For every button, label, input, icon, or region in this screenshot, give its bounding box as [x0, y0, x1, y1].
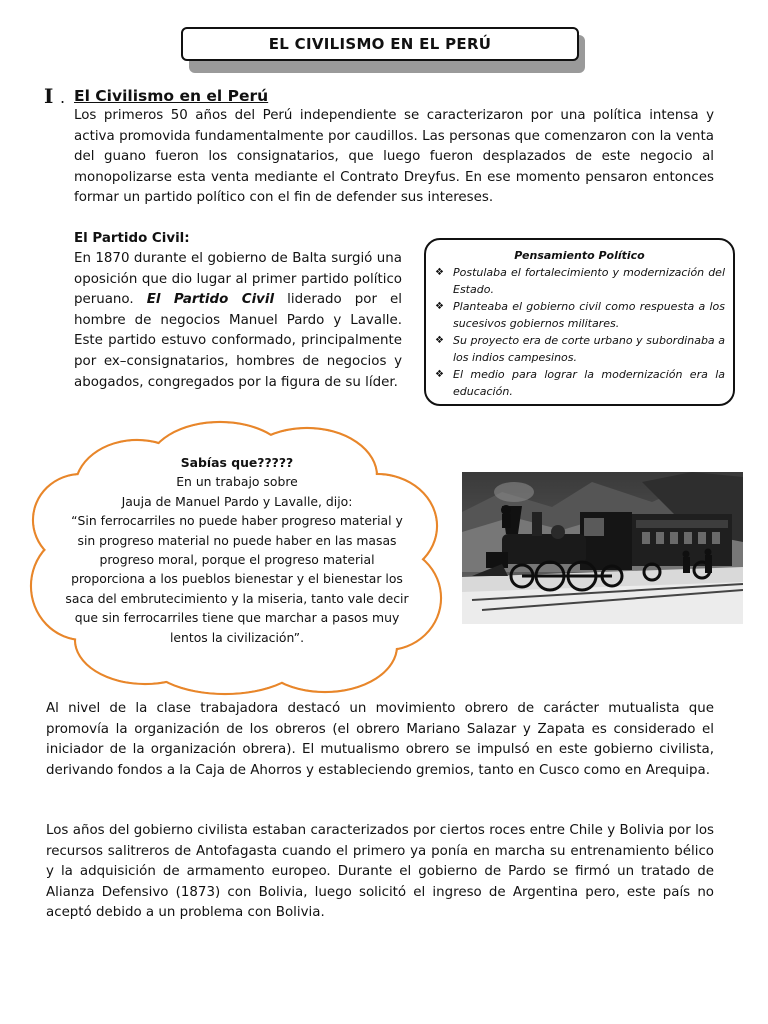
- partido-civil-heading: El Partido Civil:: [74, 231, 190, 246]
- section-title: El Civilismo en el Perú: [74, 87, 269, 105]
- sabias-que-title: Sabías que?????: [180, 455, 294, 470]
- intro-paragraph: Los primeros 50 años del Perú independiente se caracterizaron por una política intensa y activa promovida fundamentalmente por caudillos. Las personas que comenzaron con la venta del guano fueron los consignatarios, que luego fueron desplazados de este negocio al monopolizarse esta venta mediante el Contrato Dreyfus. En ese momento pensaron entonces formar un partido político con el fin de defender sus intereses.: [74, 108, 714, 206]
- diamond-bullet-icon: ❖: [435, 301, 444, 312]
- sabias-que-text: [62, 453, 412, 647]
- sabias-quote: “Sin ferrocarriles no puede haber progreso material y sin progreso material no puede haber en las masas progreso moral, porque el progreso material proporciona a los pueblos bienestar y el bienestar los saca del embrutecimiento y la miseria, tanto vale decir que sin ferrocarriles tiene que marchar a pasos muy lentos la civilización”.: [65, 513, 409, 645]
- list-item: ❖ Postulaba el fortalecimiento y modernización del Estado.: [435, 266, 725, 296]
- section-number-dot: .: [60, 88, 66, 107]
- partido-civil-paragraph: [74, 249, 402, 393]
- diamond-bullet-icon: ❖: [435, 335, 444, 346]
- title-box: [181, 27, 579, 61]
- diamond-bullet-icon: ❖: [435, 267, 444, 278]
- page-title: EL CIVILISMO EN EL PERÚ: [268, 35, 492, 53]
- sabias-line-1: En un trabajo sobre: [176, 474, 298, 490]
- pensamiento-title: Pensamiento Político: [514, 249, 645, 262]
- pensamiento-politico-box: [424, 238, 735, 406]
- diamond-bullet-icon: ❖: [435, 369, 444, 380]
- list-item: ❖ Planteaba el gobierno civil como respuesta a los sucesivos gobiernos militares.: [435, 300, 725, 330]
- pensamiento-list: [434, 264, 725, 400]
- paragraph-chile-bolivia: Los años del gobierno civilista estaban caracterizados por ciertos roces entre Chile y Bolivia por los recursos salitreros de Antofagasta cuando el primero ya ponía en marcha su entrenamiento bélico y la adquisición de armamento europeo. Durante el gobierno de Pardo se firmó un tratado de Alianza Defensivo (1873) con Bolivia, luego solicitó el ingreso de Argentina pero, este país no aceptó debido a un problema con Bolivia.: [46, 823, 714, 921]
- section-number: I: [44, 84, 54, 108]
- partido-civil-emphasis: El Partido Civil: [146, 292, 275, 308]
- list-item: ❖ El medio para lograr la modernización era la educación.: [435, 368, 725, 398]
- partido-civil-text-before: En 1870 durante el gobierno de Balta surgió una oposición que dio lugar al primer partido político peruano.: [74, 251, 402, 308]
- paragraph-mutualismo: Al nivel de la clase trabajadora destacó un movimiento obrero de carácter mutualista que promovía la organización de los obreros (el obrero Mariano Salazar y Zapata es considerado el iniciador de la organización obrera). El mutualismo obrero se impulsó en este gobierno civilista, derivando fondos a la Caja de Ahorros y estableciendo gremios, tanto en Cusco como en Arequipa.: [46, 701, 714, 778]
- sabias-line-2: Jauja de Manuel Pardo y Lavalle, dijo:: [121, 493, 353, 509]
- train-photo: [462, 472, 743, 624]
- list-item: ❖ Su proyecto era de corte urbano y subordinaba a los indios campesinos.: [435, 334, 725, 364]
- partido-civil-text-after: liderado por el hombre de negocios Manuel Pardo y Lavalle. Este partido estuvo conformado, principalmente por ex–consignatarios, hombres de negocios y abogados, congregados por la figura de su líder.: [74, 292, 402, 390]
